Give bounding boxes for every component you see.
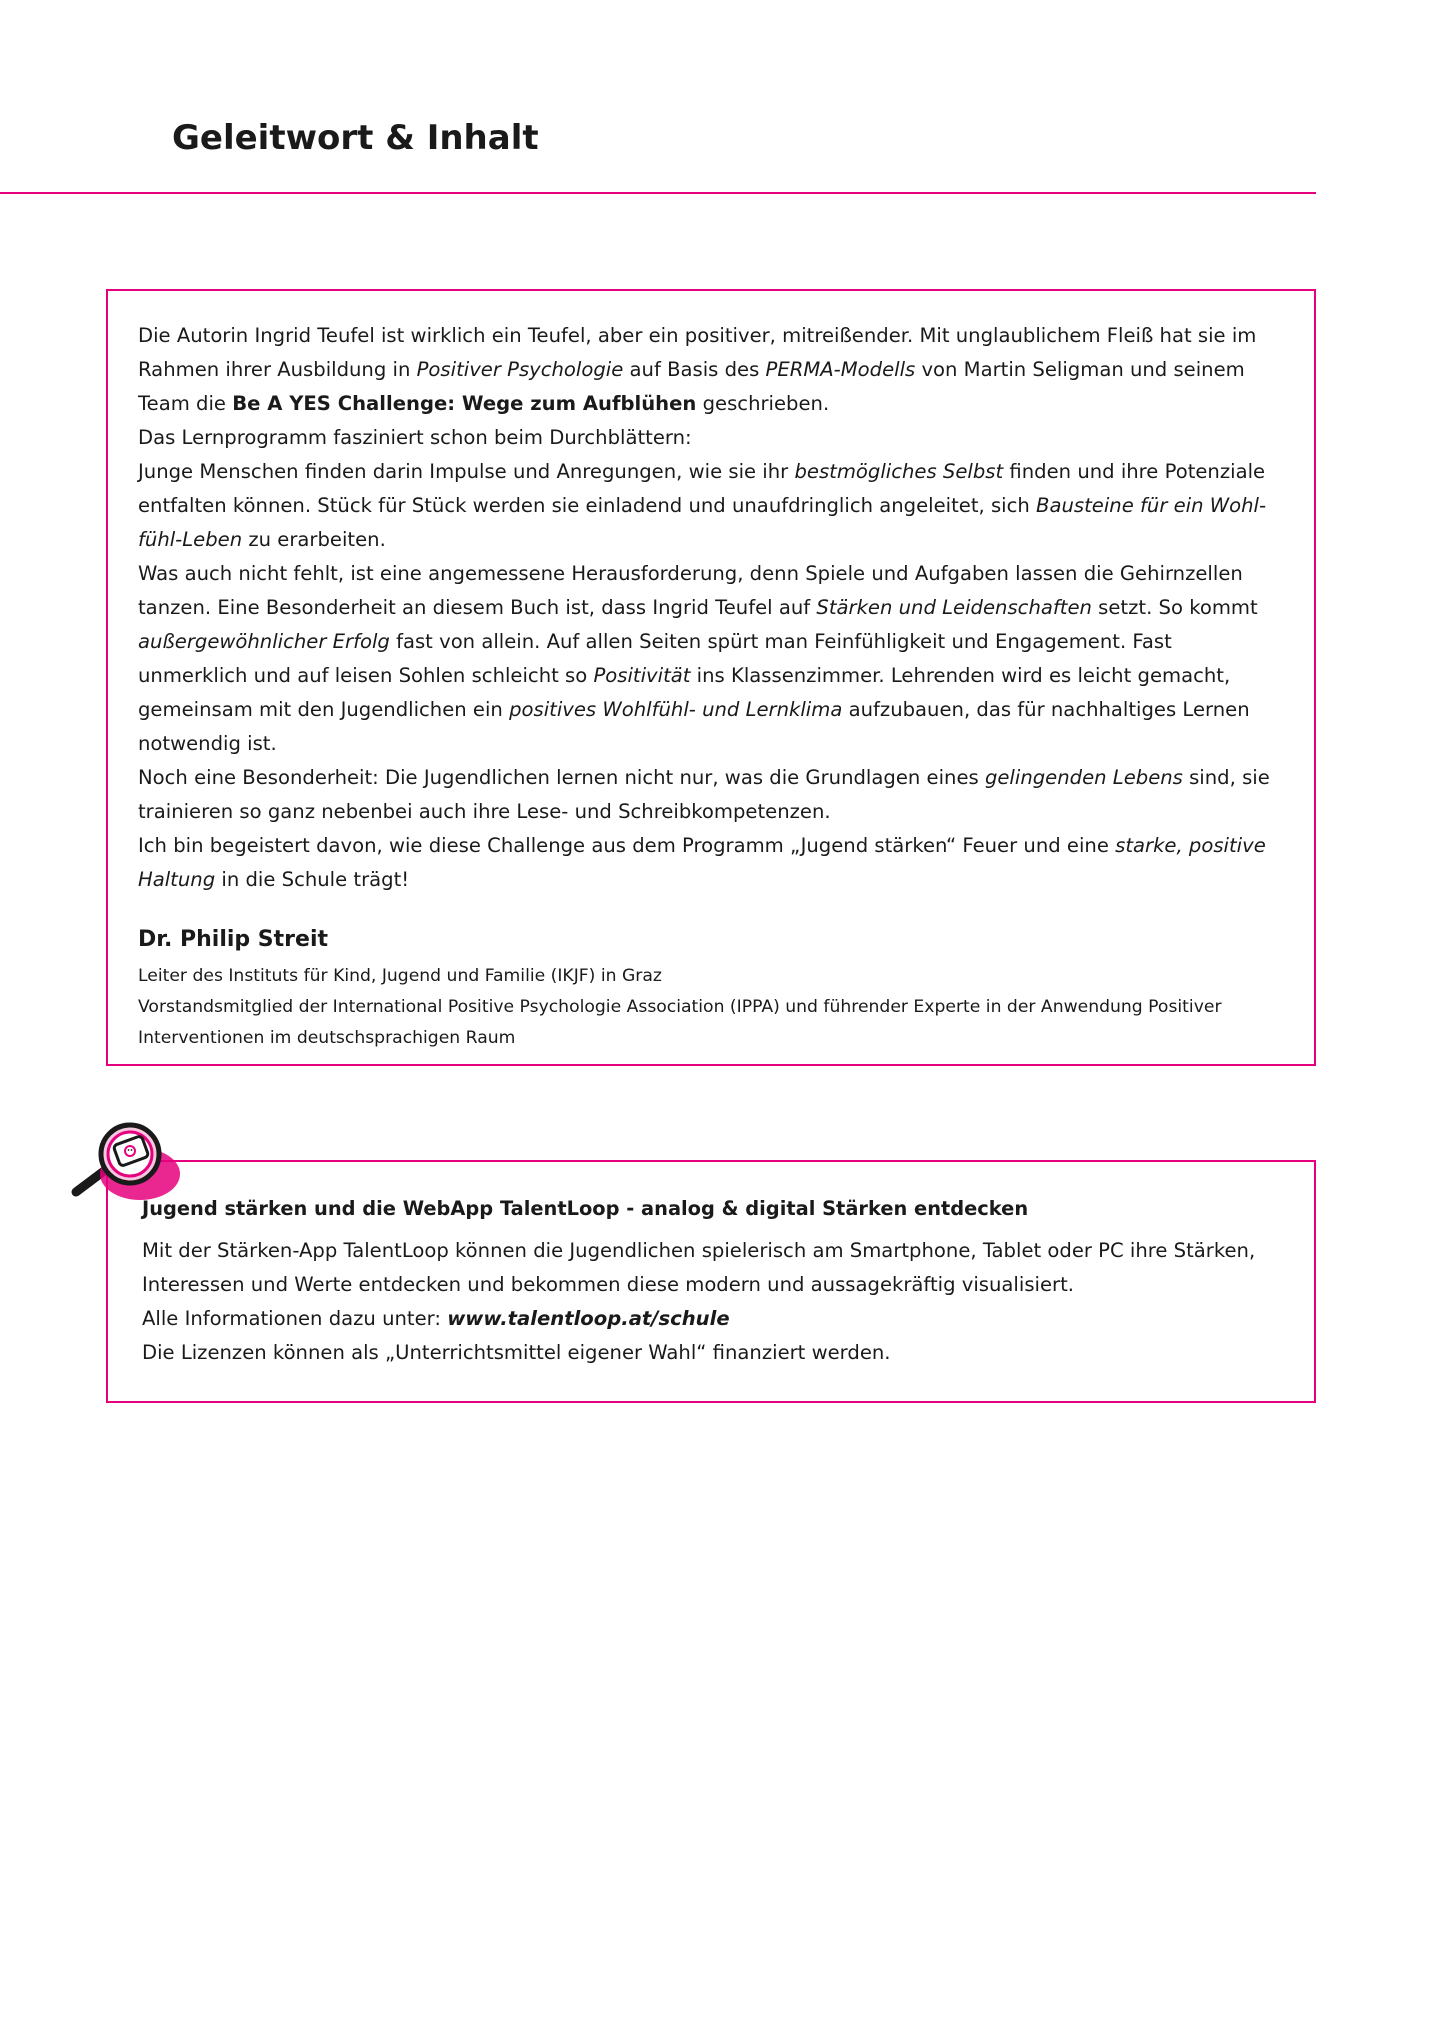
author-roles	[138, 961, 1284, 1054]
text-run: Ich bin begeistert davon, wie diese Challenge aus dem Programm „Jugend stärken“ Feuer und eine	[138, 834, 1116, 857]
text-run: geschrieben.	[696, 392, 830, 415]
text-run: Die Autorin Ingrid Teufel ist wirklich ein Teufel, aber ein positiver, mitreißender. Mit unglaublichem Fleiß hat sie im Rahmen ihrer Ausbildung in	[138, 324, 1257, 381]
emphasis-text: bestmögliches Selbst	[794, 460, 1004, 483]
foreword-paragraph-6	[138, 829, 1284, 897]
emphasis-text: Bausteine für ein Wohl-fühl-Leben	[138, 494, 1267, 551]
emphasis-text: starke, positive Haltung	[138, 834, 1266, 891]
foreword-paragraph-2: Das Lernprogramm fasziniert schon beim Durchblättern:	[138, 426, 692, 449]
magnifier-phone-icon	[68, 1118, 184, 1202]
author-role: Leiter des Instituts für Kind, Jugend und Familie (IKJF) in Graz	[138, 966, 662, 986]
talentloop-link[interactable]: www.talentloop.at/schule	[447, 1307, 730, 1330]
info-text	[142, 1234, 1284, 1370]
info-line: Die Lizenzen können als „Unterrichtsmittel eigener Wahl“ finanziert werden.	[142, 1341, 891, 1364]
text-run: in die Schule trägt!	[215, 868, 410, 891]
foreword-box	[106, 289, 1316, 1066]
info-line: Mit der Stärken-App TalentLoop können die Jugendlichen spielerisch am Smartphone, Tablet oder PC ihre Stärken, Interessen und Werte entdecken und bekommen diese modern und aussagekräftig visualisiert.	[142, 1239, 1256, 1296]
info-line	[142, 1302, 1284, 1336]
text-run: zu erarbeiten.	[242, 528, 386, 551]
emphasis-text: positives Wohlfühl- und Lernklima	[509, 698, 843, 721]
foreword-paragraph-1	[138, 319, 1284, 421]
header-divider	[0, 192, 1316, 194]
foreword-paragraph-3	[138, 455, 1284, 557]
text-run: fast von allein. Auf allen Seiten spürt man Feinfühligkeit und Engagement. Fast unmerklich und auf leisen Sohlen schleicht so	[138, 630, 1172, 687]
emphasis-text: Stärken und Leidenschaften	[816, 596, 1092, 619]
emphasis-text: außergewöhnlicher Erfolg	[138, 630, 390, 653]
emphasis-text: gelingenden Lebens	[984, 766, 1183, 789]
text-run: setzt. So kommt	[1091, 596, 1258, 619]
foreword-text	[138, 319, 1284, 897]
foreword-paragraph-4	[138, 557, 1284, 761]
text-run: aufzubauen, das für nachhaltiges Lernen notwendig ist.	[138, 698, 1250, 755]
emphasis-text: PERMA-Modells	[765, 358, 916, 381]
author-role: Vorstandsmitglied der International Positive Psychologie Association (IPPA) und führender Experte in der Anwendung Positiver Interventionen im deutschsprachigen Raum	[138, 997, 1222, 1048]
text-run: Junge Menschen finden darin Impulse und Anregungen, wie sie ihr	[138, 460, 795, 483]
book-title: Be A YES Challenge: Wege zum Aufblühen	[232, 392, 697, 415]
text-run: Alle Informationen dazu unter:	[142, 1307, 448, 1330]
text-run: finden und ihre Potenziale entfalten können. Stück für Stück werden sie einladend und unaufdringlich angeleitet, sich	[138, 460, 1266, 517]
text-run: ins Klassenzimmer. Lehrenden wird es leicht gemacht, gemeinsam mit den Jugendlichen ein	[138, 664, 1231, 721]
talentloop-info-box	[106, 1160, 1316, 1403]
page-title: Geleitwort & Inhalt	[172, 118, 539, 158]
author-name: Dr. Philip Streit	[138, 927, 328, 952]
text-run: auf Basis des	[623, 358, 766, 381]
text-run: von Martin Seligman und seinem Team die	[138, 358, 1245, 415]
emphasis-text: Positiver Psychologie	[416, 358, 624, 381]
text-run: Noch eine Besonderheit: Die Jugendlichen lernen nicht nur, was die Grundlagen eines	[138, 766, 985, 789]
emphasis-text: Positivität	[593, 664, 691, 687]
info-title: Jugend stärken und die WebApp TalentLoop - analog & digital Stärken entdecken	[142, 1197, 1029, 1220]
text-run: sind, sie trainieren so ganz nebenbei auch ihre Lese- und Schreibkompetenzen.	[138, 766, 1270, 823]
text-run: Was auch nicht fehlt, ist eine angemessene Herausforderung, denn Spiele und Aufgaben lassen die Gehirnzellen tanzen. Eine Besonderheit an diesem Buch ist, dass Ingrid Teufel auf	[138, 562, 1243, 619]
foreword-paragraph-5	[138, 761, 1284, 829]
